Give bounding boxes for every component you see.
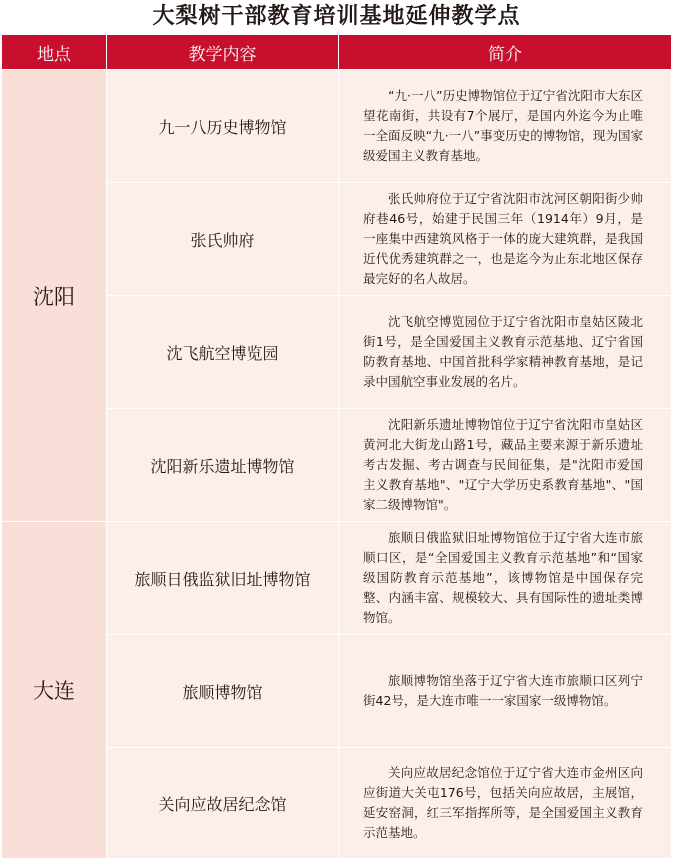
intro-text: 关向应故居纪念馆位于辽宁省大连市金州区向应街道大关屯176号，包括关向应故居，主展馆，延安窑洞，红三军指挥所等，是全国爱国主义教育示范基地。	[363, 765, 643, 840]
table-row	[2, 522, 672, 635]
header-intro: 简介	[339, 35, 672, 70]
header-location: 地点	[2, 35, 107, 70]
page-title: 大梨树干部教育培训基地延伸教学点	[152, 4, 521, 29]
topic-cell: 旅顺日俄监狱旧址博物馆	[107, 522, 339, 635]
intro-cell	[339, 409, 672, 522]
topic-cell: 沈阳新乐遗址博物馆	[107, 409, 339, 522]
intro-text: 沈阳新乐遗址博物馆位于辽宁省沈阳市皇姑区黄河北大街龙山路1号，藏品主要来源于新乐遗址考古发掘、考古调查与民间征集，是"沈阳市爱国主义教育基地"、"辽宁大学历史系教育基地"、"国家二级博物馆"。	[363, 417, 643, 512]
intro-cell	[339, 522, 672, 635]
topic-cell: 沈飞航空博览园	[107, 296, 339, 409]
topic-cell: 张氏帅府	[107, 183, 339, 296]
intro-text: 旅顺日俄监狱旧址博物馆位于辽宁省大连市旅顺口区，是“全国爱国主义教育示范基地”和“国家级国防教育示范基地”，该博物馆是中国保存完整、内涵丰富、规模较大、具有国际性的遗址类博物馆。	[363, 530, 643, 625]
topic-cell: 旅顺博物馆	[107, 635, 339, 748]
intro-cell	[339, 296, 672, 409]
intro-cell	[339, 748, 672, 859]
header-topic: 教学内容	[107, 35, 339, 70]
topic-cell: 九一八历史博物馆	[107, 70, 339, 183]
intro-cell	[339, 183, 672, 296]
intro-text: “九·一八”历史博物馆位于辽宁省沈阳市大东区望花南街，共设有7个展厅，是国内外迄今为止唯一全面反映“九·一八”事变历史的博物馆，现为国家级爱国主义教育基地。	[363, 88, 643, 163]
intro-text: 张氏帅府位于辽宁省沈阳市沈河区朝阳街少帅府巷46号，始建于民国三年（1914年）9月，是一座集中西建筑风格于一体的庞大建筑群，是我国近代优秀建筑群之一，也是迄今为止东北地区保存最完好的名人故居。	[363, 191, 643, 286]
table-row	[2, 70, 672, 183]
intro-cell	[339, 635, 672, 748]
intro-text: 旅顺博物馆坐落于辽宁省大连市旅顺口区列宁街42号，是大连市唯一一家国家一级博物馆。	[363, 673, 643, 708]
table-header-row	[2, 35, 672, 70]
intro-cell	[339, 70, 672, 183]
topic-cell: 关向应故居纪念馆	[107, 748, 339, 859]
location-cell-dalian: 大连	[2, 522, 107, 859]
location-cell-shenyang: 沈阳	[2, 70, 107, 522]
intro-text: 沈飞航空博览园位于辽宁省沈阳市皇姑区陵北街1号，是全国爱国主义教育示范基地、辽宁省国防教育基地、中国首批科学家精神教育基地，是记录中国航空事业发展的名片。	[363, 314, 643, 389]
teaching-sites-table	[1, 34, 672, 859]
